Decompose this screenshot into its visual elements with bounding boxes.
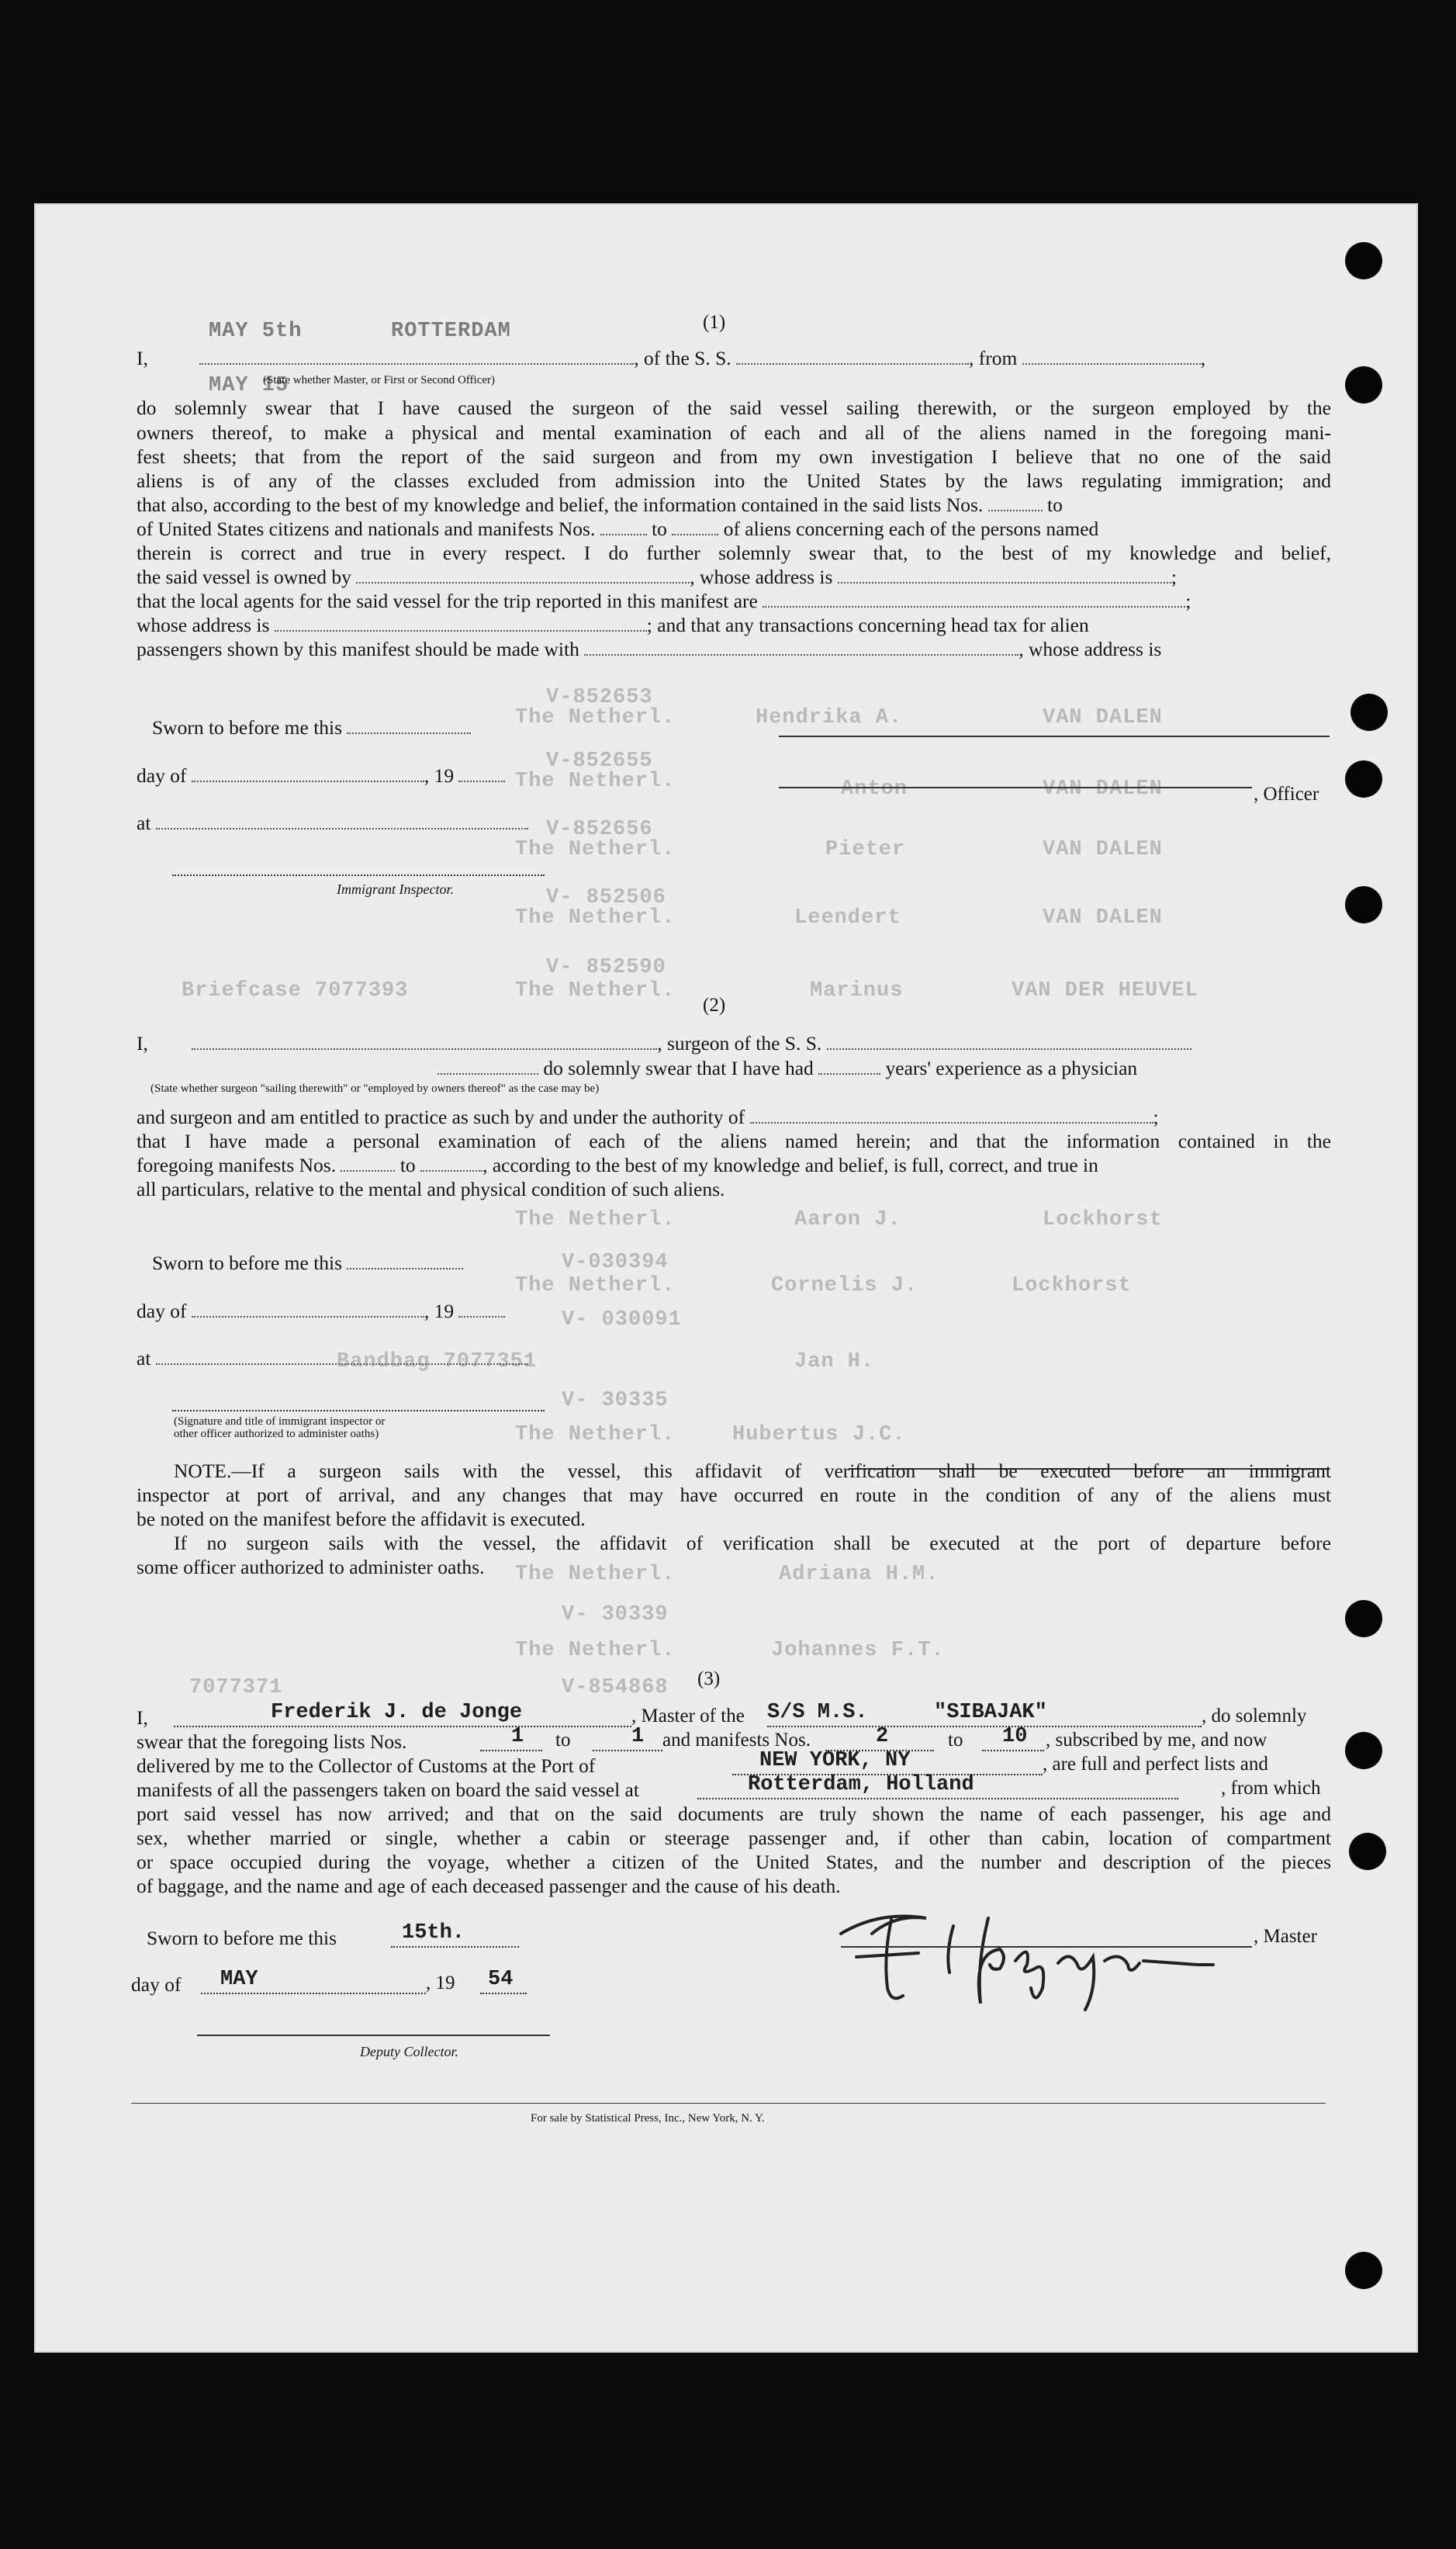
s3-line-6: sex, whether married or single, whether a cabin or steerage passenger and, if other than cabin, location of compartment [137,1827,1331,1849]
s1-sworn: Sworn to before me this [152,715,1347,739]
s2-line-6: all particulars, relative to the mental and physical condition of such aliens. [137,1178,725,1200]
officer-note: (State whether Master, or First or Second Officer) [263,374,496,386]
port-of-arrival: NEW YORK, NY [759,1749,911,1772]
s3-line-7: or space occupied during the voyage, whether a citizen of the United States, and the number and description of the pieces [137,1851,1331,1873]
manifests-label: and manifests Nos. [662,1730,811,1751]
lists-to-label: to [555,1730,571,1751]
ghost-text: Jan H. [794,1350,875,1373]
s1-line-11: whose address is ; and that any transactions concerning head tax for alien [137,614,1089,636]
ghost-text: 7077371 [189,1676,283,1699]
master-signature-line [841,1946,1252,1948]
ghost-text: V- 852590 [546,956,666,979]
signature-note-1: (Signature and title of immigrant inspector or [174,1415,386,1428]
s2-line-1: I, , surgeon of the S. S. [137,1031,1331,1055]
do-solemnly-label: , do solemnly [1202,1706,1307,1726]
ghost-text: Hubertus J.C. [732,1423,906,1446]
ghost-text: Adriana H.M. [779,1563,939,1586]
ghost-text: VAN DALEN [1043,838,1163,861]
note-line-3: be noted on the manifest before the affidavit is executed. [137,1508,586,1530]
vessel-blank [736,348,969,365]
ghost-text: VAN DALEN [1043,706,1163,729]
note-line-5: some officer authorized to administer oaths. [137,1556,485,1578]
ghost-text: V- 30335 [562,1389,669,1412]
s3-line-3-label: delivered by me to the Collector of Customs at the Port of [137,1754,596,1777]
departure-port: Rotterdam, Holland [748,1773,974,1796]
s1-line-2: do solemnly swear that I have caused the surgeon of the said vessel sailing therewith, or the surgeon employed by the [137,397,1331,419]
punch-hole [1345,242,1382,279]
manifest-from: 2 [876,1725,889,1748]
sworn-year: 54 [488,1968,514,1991]
list-to: 1 [631,1725,645,1748]
s1-line-9: the said vessel is owned by , whose address is ; [137,566,1177,588]
from-which-label: , from which [1221,1778,1321,1799]
s1-sworn-right-line [779,736,1330,737]
officer-signature-line [779,787,1252,788]
punch-hole [1345,2252,1382,2289]
s3-line-5: port said vessel has now arrived; and that on the said documents are truly shown the name of each passenger, his age and [137,1803,1331,1825]
ghost-text: The Netherl. [515,906,676,930]
s1-day-of: day of , 19 [137,764,1331,788]
ghost-text: Hendrika A. [756,706,903,729]
punch-hole [1345,366,1382,403]
note-line-1: NOTE.—If a surgeon sails with the vessel, this affidavit of verification shall be executed before an immigrant [174,1460,1331,1482]
master-name: Frederik J. de Jonge [271,1701,523,1724]
section-2-marker: (2) [703,995,726,1016]
ghost-text: Cornelis J. [771,1274,918,1297]
ghost-text: Anton [841,778,908,801]
ghost-text: The Netherl. [515,979,676,1003]
s2-line-4: that I have made a personal examination of each of the aliens named herein; and that the information contained in the [137,1130,1331,1152]
ghost-text: The Netherl. [515,1639,676,1662]
ghost-text: Marinus [810,979,904,1003]
ghost-text: The Netherl. [515,838,676,861]
punch-hole [1349,1833,1386,1870]
from-port-blank [1022,348,1201,365]
ghost-text: Leendert [794,906,901,930]
ghost-text: V-030394 [562,1251,669,1274]
s1-line-5: aliens is of any of the classes excluded from admission into the United States by the laws regulating immigration; and [137,469,1331,492]
s1-line-7: of United States citizens and nationals and manifests Nos. to of aliens concerning each of the persons named [137,518,1099,540]
ghost-port: ROTTERDAM [391,320,511,343]
ghost-text: VAN DALEN [1043,778,1163,801]
s1-line-3: owners thereof, to make a physical and mental examination of each and all of the aliens named in the foregoing mani- [137,421,1331,444]
ghost-text: The Netherl. [515,1208,676,1231]
collector-signature-line [197,2035,550,2036]
footer-imprint: For sale by Statistical Press, Inc., New York, N. Y. [531,2112,765,2125]
ghost-text: Johannes F.T. [771,1639,945,1662]
ghost-text: The Netherl. [515,770,676,793]
footer-rule [131,2103,1326,2104]
s1-line-12: passengers shown by this manifest should be made with , whose address is [137,638,1162,660]
full-perfect-label: , are full and perfect lists and [1043,1754,1268,1775]
s2-line-2: do solemnly swear that I have had years' experience as a physician [437,1056,1331,1080]
s3-line-1: I, [137,1706,148,1729]
ghost-text: V- 30339 [562,1603,669,1626]
manifest-to: 10 [1002,1725,1028,1748]
master-name-blank [199,348,634,365]
ghost-text: V- 852506 [546,886,666,909]
s2-day-of: day of , 19 [137,1299,1331,1323]
manifests-to-label: to [948,1730,963,1751]
master-signature [810,1879,1244,2011]
ghost-stamp: MAY 15 [209,374,289,397]
officer-label: , Officer [1254,784,1319,805]
s1-line-8: therein is correct and true in every respect. I do further solemnly swear that, to the best of my knowledge and belief, [137,542,1331,564]
inspector-signature-line [172,874,545,876]
vessel-prefix: S/S M.S. [767,1701,868,1724]
ghost-text: Aaron J. [794,1208,901,1231]
sworn-month: MAY [220,1968,258,1991]
sworn-day: 15th. [402,1921,465,1945]
ghost-text: V- 030091 [562,1308,682,1332]
punch-hole [1345,1732,1382,1769]
ghost-text: V-852656 [546,818,653,841]
ghost-text: Lockhorst [1043,1208,1163,1231]
ghost-text: The Netherl. [515,1423,676,1446]
s2-at: at [137,1346,1331,1370]
s2-sworn: Sworn to before me this [152,1251,1347,1275]
list-from: 1 [511,1725,524,1748]
s3-line-4-label: manifests of all the passengers taken on board the said vessel at [137,1778,639,1801]
ghost-text: The Netherl. [515,706,676,729]
vessel-name: "SIBAJAK" [934,1701,1047,1724]
ghost-text: V-852653 [546,686,653,709]
officer-oath-line [172,1410,545,1411]
ghost-text: Pieter [825,838,906,861]
ghost-voyage: MAY 5th [209,320,303,343]
inspector-label: Immigrant Inspector. [337,881,454,897]
section-3-marker: (3) [697,1668,721,1689]
punch-hole [1345,886,1382,923]
ghost-text: Bandbag 7077351 [337,1350,538,1373]
note-line-2: inspector at port of arrival, and any changes that may have occurred en route in the condition of any of the aliens must [137,1484,1331,1506]
s3-line-8: of baggage, and the name and age of each deceased passenger and the cause of his death. [137,1875,841,1897]
ghost-text: Lockhorst [1012,1274,1132,1297]
s1-at: at [137,811,1331,835]
subscribed-label: , subscribed by me, and now [1046,1730,1268,1751]
s1-line-10: that the local agents for the said vessel for the trip reported in this manifest are ; [137,590,1191,612]
s3-day-of: day of [131,1973,182,1996]
section-1-marker: (1) [703,312,726,333]
ghost-text: V-854868 [562,1676,669,1699]
punch-hole [1345,760,1382,798]
ghost-text: VAN DALEN [1043,906,1163,930]
ghost-text: VAN DER HEUVEL [1012,979,1198,1003]
s2-line-3: and surgeon and am entitled to practice as such by and under the authority of ; [137,1106,1159,1128]
deputy-collector-label: Deputy Collector. [360,2044,458,2059]
ghost-text: Briefcase 7077393 [182,979,409,1003]
surgeon-note: (State whether surgeon "sailing therewith" or "employed by owners thereof" as the case may be) [150,1082,600,1095]
s1-line-4: fest sheets; that from the report of the said surgeon and from my own investigation I believe that no one of the said [137,445,1331,468]
punch-hole [1345,1600,1382,1637]
s1-line-1: I, , of the S. S. , from , [137,347,1206,369]
ghost-text: The Netherl. [515,1274,676,1297]
s3-line-2-label: swear that the foregoing lists Nos. [137,1730,407,1753]
s2-line-5: foregoing manifests Nos. to , according to the best of my knowledge and belief, is full, correct, and true in [137,1154,1098,1176]
s1-line-6: that also, according to the best of my knowledge and belief, the information contained in the said lists Nos. to [137,494,1063,516]
signature-note-2: other officer authorized to administer oaths) [174,1428,379,1440]
note-line-4: If no surgeon sails with the vessel, the affidavit of verification shall be executed at the port of departure before [174,1532,1331,1554]
year-prefix: , 19 [426,1972,455,1993]
s3-sworn: Sworn to before me this [147,1927,337,1949]
ghost-text: V-852655 [546,750,653,773]
ghost-text: The Netherl. [515,1563,676,1586]
manifest-page [34,203,1418,2353]
master-of-label: , Master of the [631,1706,745,1726]
punch-hole [1351,694,1388,731]
master-label: , Master [1254,1926,1317,1947]
